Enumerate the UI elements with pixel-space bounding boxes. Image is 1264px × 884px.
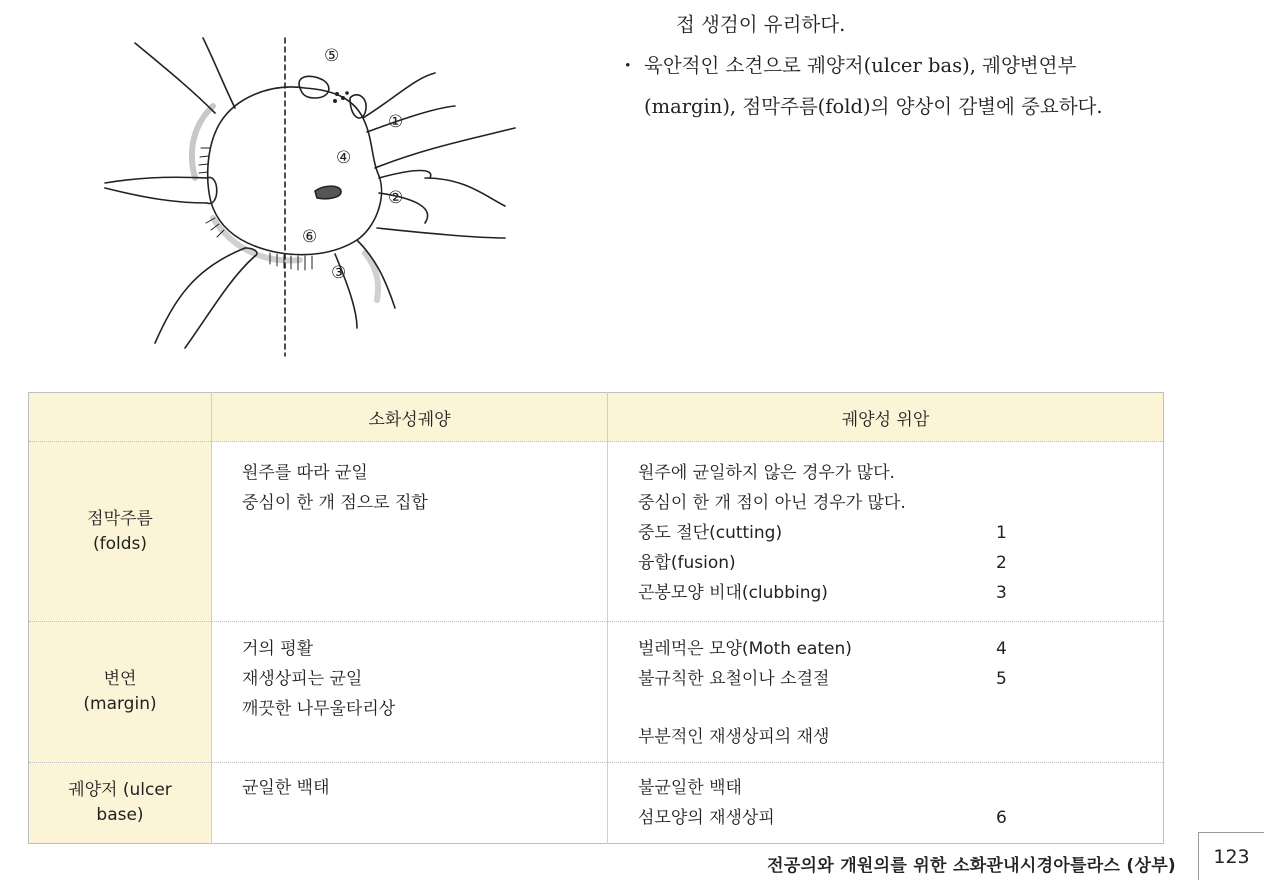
header-ulcerative-cancer: 궤양성 위암: [608, 393, 1164, 442]
cell-cancer-base: [608, 763, 1164, 844]
cell-line: 섬모양의 재생상피 6: [638, 808, 1007, 828]
intro-line-3: (margin), 점막주름(fold)의 양상이 감별에 중요하다.: [644, 95, 1103, 118]
shade-left: [192, 106, 213, 178]
row-label-line: 점막주름: [87, 508, 153, 529]
row-label-line: (folds): [92, 533, 148, 554]
header-empty: [29, 393, 212, 442]
table-row-ulcer-base: [29, 763, 1164, 844]
row-label-line: 변연: [103, 669, 137, 689]
cell-line: 균일한 백태: [242, 778, 330, 798]
ulcer-crater: [208, 87, 382, 255]
cell-line: 원주를 따라 균일: [242, 463, 368, 483]
cell-line: 부분적인 재생상피의 재생: [638, 727, 830, 747]
cell-line: 거의 평활: [242, 639, 314, 659]
spacer: [638, 694, 1163, 722]
row-label-margin: [29, 622, 212, 763]
cell-line: 재생상피는 균일: [242, 669, 363, 689]
header-peptic-ulcer: 소화성궤양: [212, 393, 608, 442]
label-3: ③: [331, 263, 347, 283]
table-row-margin: [29, 622, 1164, 763]
cell-peptic-folds: [212, 442, 608, 622]
row-label-line: 궤양저 (ulcer: [68, 780, 172, 800]
intro-line-1: 접 생검이 유리하다.: [676, 13, 846, 36]
cell-line: 중심이 한 개 점이 아닌 경우가 많다.: [638, 493, 906, 513]
intro-line-2: [618, 45, 1076, 86]
cell-peptic-margin: [212, 622, 608, 763]
bullet: ・: [618, 54, 638, 77]
label-1: ①: [388, 112, 404, 132]
label-5: ⑤: [324, 46, 340, 66]
table-row-folds: [29, 442, 1164, 622]
table-header-row: [29, 393, 1164, 442]
cell-line: 불규칙한 요철이나 소결절 5: [638, 669, 1007, 689]
comparison-table: [28, 392, 1164, 844]
row-label-folds: [29, 442, 212, 622]
cell-line: 중도 절단(cutting) 1: [638, 523, 1007, 543]
cell-line: 깨끗한 나무울타리상: [242, 699, 396, 719]
label-2: ②: [388, 188, 404, 208]
cell-peptic-base: [212, 763, 608, 844]
ulcer-diagram: [95, 28, 525, 360]
cell-line: 원주에 균일하지 않은 경우가 많다.: [638, 463, 895, 483]
intro-line-2-text: 육안적인 소견으로 궤양저(ulcer bas), 궤양변연부: [644, 54, 1077, 77]
label-6: ⑥: [302, 227, 318, 247]
cell-line: 곤봉모양 비대(clubbing) 3: [638, 583, 1007, 603]
cell-cancer-margin: [608, 622, 1164, 763]
row-label-line: (margin): [83, 694, 157, 714]
label-4: ④: [336, 148, 352, 168]
cell-line: 벌레먹은 모양(Moth eaten) 4: [638, 639, 1007, 659]
cell-line: 융합(fusion) 2: [638, 553, 1007, 573]
page-number: 123: [1198, 832, 1264, 880]
row-label-line: base): [96, 805, 144, 825]
cell-line: 중심이 한 개 점으로 집합: [242, 493, 428, 513]
cell-cancer-folds: [608, 442, 1164, 622]
book-title: 전공의와 개원의를 위한 소화관내시경아틀라스 (상부): [767, 856, 1176, 876]
cell-line: 불균일한 백태: [638, 778, 742, 798]
row-label-ulcer-base: [29, 763, 212, 844]
